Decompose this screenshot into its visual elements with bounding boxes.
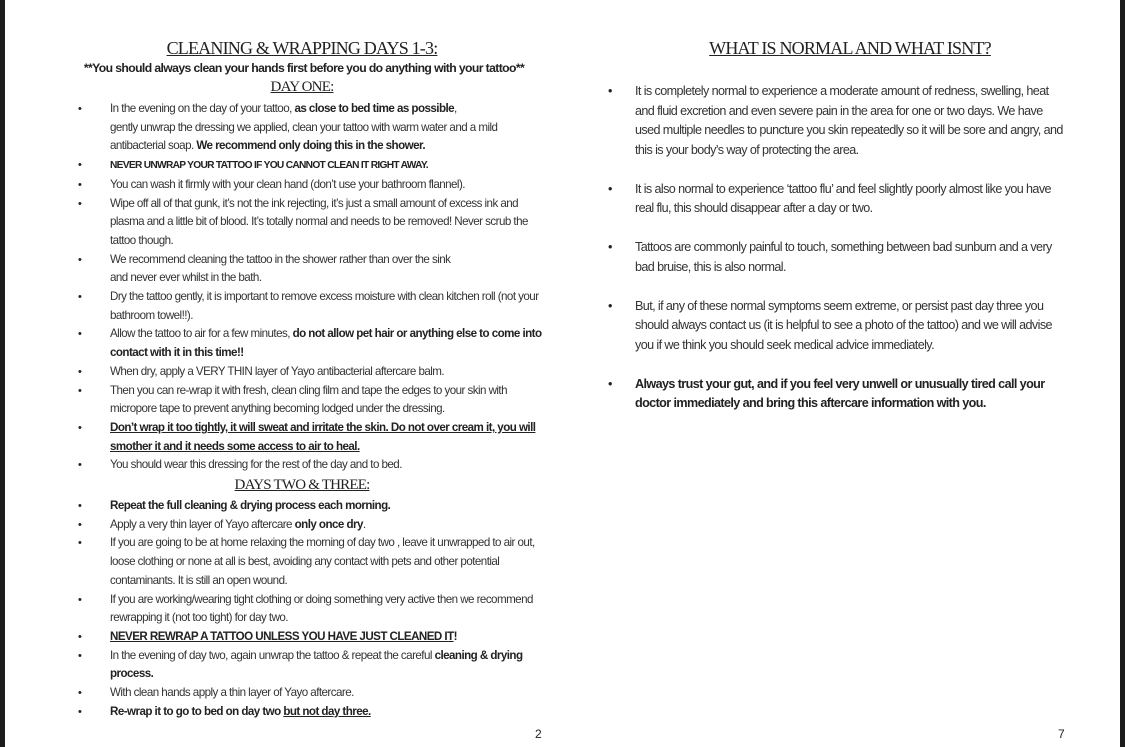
list-item: • You can wash it firmly with your clean hand (don’t use your bathroom flannel). bbox=[62, 176, 542, 195]
days-two-three-list bbox=[62, 497, 542, 721]
day-one-heading: DAY ONE: bbox=[270, 79, 334, 95]
list-item: • If you are working/wearing tight clothing or doing something very active then we recommend rewrapping it (not too tight) for day two. bbox=[78, 592, 533, 625]
bullet-icon: • bbox=[78, 518, 82, 531]
list-item: • With clean hands apply a thin layer of Yayo aftercare. bbox=[62, 684, 542, 703]
bullet-icon: • bbox=[78, 103, 82, 115]
bullet-icon: • bbox=[78, 365, 82, 378]
list-item: • Then you can re-wrap it with fresh, clean cling film and tape the edges to your skin with micropore tape to prevent anything becoming lodged under the dressing. bbox=[78, 383, 507, 416]
bullet-icon: • bbox=[78, 328, 82, 341]
bullet-icon: • bbox=[78, 649, 82, 662]
list-item: • NEVER REWRAP A TATTOO UNLESS YOU HAVE JUST CLEANED IT! bbox=[62, 628, 542, 647]
bullet-icon: • bbox=[78, 705, 82, 718]
day-one-list bbox=[62, 100, 542, 475]
list-item: • Dry the tattoo gently, it is important to remove excess moisture with clean kitchen roll (not your bathroom towel!!). bbox=[78, 290, 539, 322]
list-item: • If you are going to be at home relaxing the morning of day two , leave it unwrapped to air out, loose clothing or none at all is best, avoiding any contact with pets and other potential contaminants. It is still an open wound. bbox=[78, 536, 535, 587]
list-item: • Wipe off all of that gunk, it’s not the ink rejecting, it’s just a small amount of excess ink and plasma and a little bit of blood. It’s totally normal and needs to be removed! Never scrub the tattoo though. bbox=[78, 196, 528, 247]
page-title: WHAT IS NORMAL AND WHAT ISNT? bbox=[709, 38, 991, 58]
bullet-icon: • bbox=[608, 181, 612, 196]
bullet-icon: • bbox=[78, 459, 82, 472]
list-item: • In the evening of day two, again unwrap the tattoo & repeat the careful cleaning & drying process. bbox=[78, 648, 523, 681]
list-item: • Allow the tattoo to air for a few minutes, do not allow pet hair or anything else to come into contact with it in this time!! bbox=[78, 327, 542, 360]
bullet-icon: • bbox=[608, 376, 612, 391]
bullet-icon: • bbox=[78, 500, 82, 512]
bullet-icon: • bbox=[78, 384, 82, 397]
bullet-icon: • bbox=[78, 593, 82, 606]
bullet-icon: • bbox=[608, 298, 612, 313]
bullet-icon: • bbox=[78, 630, 82, 643]
bullet-icon: • bbox=[78, 687, 82, 700]
scan-border-left bbox=[0, 0, 5, 747]
bullet-icon: • bbox=[608, 240, 612, 254]
bullet-icon: • bbox=[78, 159, 82, 172]
list-item: • It is also normal to experience ‘tattoo flu’ and feel slightly poorly almost like you have real flu, this should disappear after a day or two. bbox=[608, 181, 1051, 215]
list-item: • Re-wrap it to go to bed on day two but not day three. bbox=[62, 703, 542, 722]
list-item: • Repeat the full cleaning & drying process each morning. bbox=[62, 497, 542, 516]
bullet-icon: • bbox=[78, 537, 82, 550]
days-two-three-heading: DAYS TWO & THREE: bbox=[234, 477, 370, 493]
bullet-icon: • bbox=[78, 291, 82, 304]
list-item: • Apply a very thin layer of Yayo aftercare only once dry. bbox=[62, 516, 542, 535]
scan-border-right bbox=[1120, 0, 1125, 747]
list-item: • Always trust your gut, and if you feel very unwell or unusually tired call your doctor immediately and bring this aftercare information with you. bbox=[608, 376, 1045, 410]
bullet-icon: • bbox=[78, 197, 82, 210]
normal-symptoms-list bbox=[600, 82, 1070, 433]
list-item: • But, if any of these normal symptoms seem extreme, or persist past day three you should always contact us (it is helpful to see a photo of the tattoo) and we will advise you if we think you should seek medical advice immediately. bbox=[608, 298, 1052, 352]
list-item: • Tattoos are commonly painful to touch, something between bad sunburn and a very bad bruise, this is also normal. bbox=[608, 240, 1052, 274]
list-item: • Don’t wrap it too tightly, it will sweat and irritate the skin. Do not over cream it, you will smother it and it needs some access to air to heal. bbox=[78, 420, 536, 453]
list-item: • You should wear this dressing for the rest of the day and to bed. bbox=[62, 456, 542, 475]
bullet-icon: • bbox=[78, 421, 82, 434]
page-number-right: 7 bbox=[1058, 727, 1065, 741]
hand-cleaning-warning: **You should always clean your hands first before you do anything with your tattoo** bbox=[83, 61, 525, 75]
bullet-icon: • bbox=[78, 178, 82, 191]
list-item: • When dry, apply a VERY THIN layer of Yayo antibacterial aftercare balm. bbox=[62, 363, 542, 382]
bullet-icon: • bbox=[78, 253, 82, 266]
page-title: CLEANING & WRAPPING DAYS 1-3: bbox=[166, 38, 438, 58]
bullet-icon: • bbox=[608, 84, 612, 98]
list-item: • We recommend cleaning the tattoo in the shower rather than over the sink and never ever whilst in the bath. bbox=[78, 252, 451, 285]
list-item: • It is completely normal to experience a moderate amount of redness, swelling, heat and fluid excretion and even severe pain in the area for one or two days. We have used multiple needles to puncture you skin repeatedly so it will be sore and angry, and this is your body’s way of protecting the area. bbox=[608, 84, 1063, 157]
list-item: • In the evening on the day of your tattoo, as close to bed time as possible, gently unwrap the dressing we applied, clean your tattoo with warm water and a mild antibacterial soap. We recommend only doing this in the shower. bbox=[78, 102, 498, 153]
page-number-left: 2 bbox=[535, 727, 542, 741]
list-item: • NEVER UNWRAP YOUR TATTOO IF YOU CANNOT CLEAN IT RIGHT AWAY. bbox=[62, 156, 542, 176]
